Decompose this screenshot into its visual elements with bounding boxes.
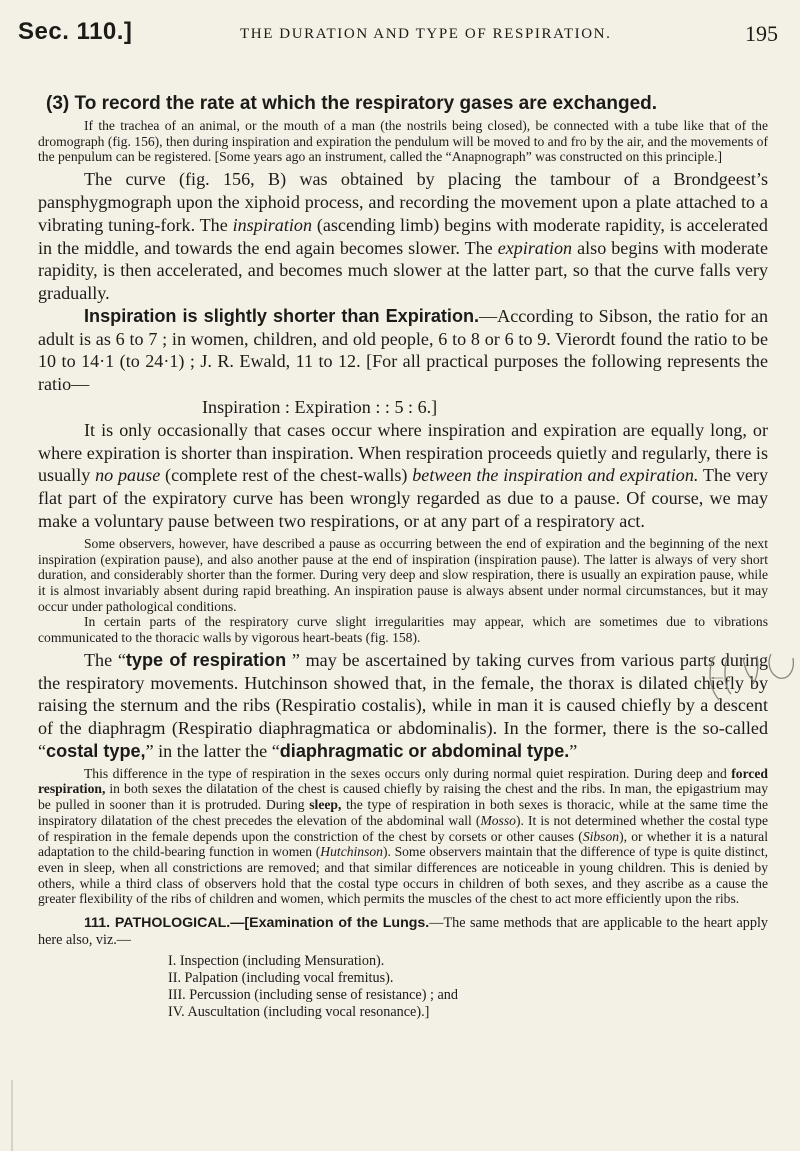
list-item: I. Inspection (including Mensuration). <box>168 953 385 970</box>
irregularities-note: In certain parts of the respiratory curve slight irregularities may appear, which are sometimes due to vibrations communicated to the thoracic walls by vigorous heart-beats (fig. 158). <box>38 614 768 646</box>
ratio-heading: Inspiration is slightly shorter than Expiration. <box>84 305 480 326</box>
running-title: THE DURATION AND TYPE OF RESPIRATION. <box>240 26 612 42</box>
pathological-paragraph: 111. PATHOLOGICAL.—[Examination of the Lungs.—The same methods that are applicable to the heart apply here also, viz.— <box>38 915 768 949</box>
list-item: II. Palpation (including vocal fremitus). <box>168 970 394 987</box>
pause-paragraph: It is only occasionally that cases occur where inspiration and expiration are equally long, or where expiration is shorter than inspiration. When respiration proceeds quietly and regularly, there is usually no pause (complete rest of the chest-walls) between the inspiration and expiration. The very flat part of the expiratory curve has been wrongly regarded as due to a pause. Of course, we may make a voluntary pause between two respirations, or at any part of a respiratory act. <box>38 419 769 532</box>
page-body <box>38 93 768 1021</box>
pathological-heading: 111. PATHOLOGICAL. <box>84 915 231 932</box>
curve-paragraph: The curve (fig. 156, B) was obtained by placing the tambour of a Brondgeest’s pansphygmograph upon the xiphoid process, and recording the movement upon a plate attached to a vibrating tuning-fork. The inspiration (ascending limb) begins with moderate rapidity, is accelerated in the middle, and towards the end again becomes slower. The expiration also begins with moderate rapidity, is then accelerated, and becomes much slower at the latter part, so that the curve falls very gradually. <box>38 169 768 304</box>
ratio-paragraph: Inspiration is slightly shorter than Expiration.—According to Sibson, the ratio for an adult is as 6 to 7 ; in women, children, and old people, 6 to 8 or 6 to 9. Vierordt found the ratio to be 10 to 14·1 (to 24·1) ; J. R. Ewald, 11 to 12. [For all practical purposes the following represents the ratio— <box>38 305 768 395</box>
pause-note: Some observers, however, have described a pause as occurring between the end of expiration and the beginning of the next inspiration (expiration pause), and also another pause at the end of inspiration (inspiration pause). The latter is always of very short duration, and considerably shorter than the former. During very deep and slow respiration, there is usually an expiration pause, while it is almost invariably absent during rapid breathing. An inspiration pause is always absent under normal circumstances, but it may occur under pathological conditions. <box>38 535 768 614</box>
examination-methods-list <box>38 953 768 1021</box>
ratio-formula: Inspiration : Expiration : : 5 : 6.] <box>202 397 438 418</box>
running-head <box>18 16 778 56</box>
section-label: Sec. 110.] <box>18 18 133 45</box>
sex-difference-note: This difference in the type of respiration in the sexes occurs only during normal quiet respiration. During deep and forced respiration, in both sexes the dilatation of the chest is caused chiefly by raising the chest and the ribs. In man, the epigastrium may be pulled in sooner than it is protruded. During sleep, the type of respiration in both sexes is thoracic, while at the same time the inspiratory dilatation of the chest precedes the elevation of the abdominal wall (Mosso). It is not determined whether the costal type of respiration in the female depends upon the constriction of the chest by corsets or other causes (Sibson), or whether it is a natural adaptation to the child-bearing function in women (Hutchinson). Some observers maintain that the difference of type is quite distinct, even in sleep, when all constrictions are removed; and that similar differences are noticeable in young children. This is denied by others, while a third class of observers hold that the costal type occurs in children of both sexes, and they ascribe as a cause the greater flexibility of the ribs of children and women, which permits the muscles of the chest to act more efficiently upon the ribs. <box>38 765 768 907</box>
list-item: IV. Auscultation (including vocal resonance).] <box>168 1004 430 1021</box>
page-number: 195 <box>745 21 778 46</box>
margin-pencil-marks <box>705 648 800 718</box>
type-paragraph: The “type of respiration ” may be ascertained by taking curves from various parts during the respiratory movements. Hutchinson showed that, in the female, the thorax is dilated chiefly by raising the sternum and the ribs (Respiratio costalis), while in man it is caused chiefly by a descent of the diaphragm (Respiratio diaphragmatica or abdominalis). In the former, there is the so-called “costal type,” in the latter the “diaphragmatic or abdominal type.” <box>38 649 769 761</box>
margin-line <box>0 1080 40 1151</box>
anapnograph-note: If the trachea of an animal, or the mouth of a man (the nostrils being closed), be connected with a tube like that of the dromograph (fig. 156), then during inspiration and expiration the pendulum will be moved to and fro by the air, and the movements of the penpulum can be registered. [Some years ago an instrument, called the “Anapnograph” was constructed on this principle.] <box>38 118 768 165</box>
section-3-heading: (3) To record the rate at which the respiratory gases are exchanged. <box>46 93 658 114</box>
list-item: III. Percussion (including sense of resistance) ; and <box>168 987 458 1004</box>
